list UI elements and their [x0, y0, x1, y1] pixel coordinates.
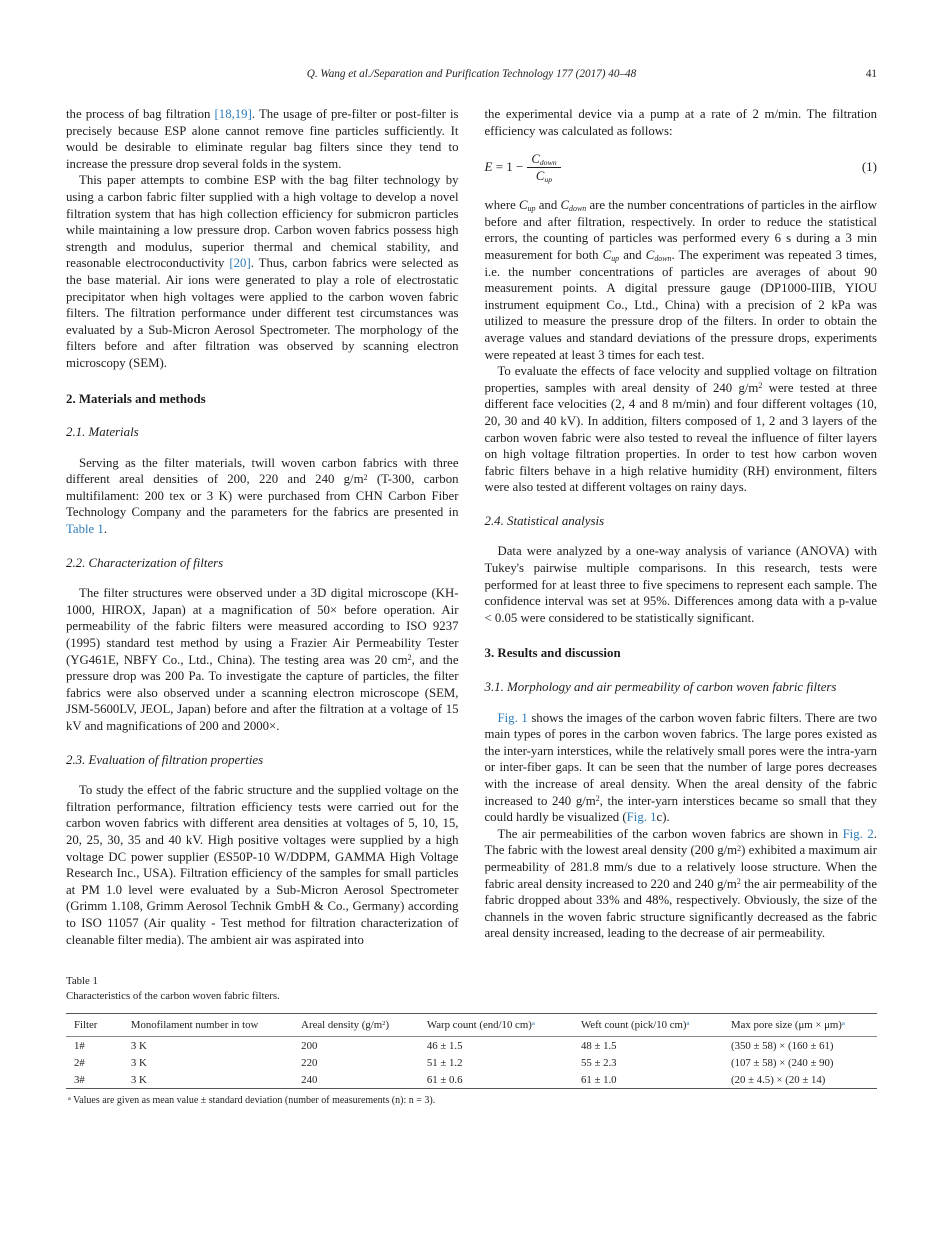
table-cell: (20 ± 4.5) × (20 ± 14) [730, 1073, 826, 1086]
table-row [66, 1071, 877, 1089]
table-cell: 3 K [130, 1073, 147, 1086]
section-heading: 2. Materials and methods [66, 391, 206, 406]
text-run: 2 [363, 472, 368, 482]
text-run: were tested at three different face velocities (2, 4 and 8 m/min) and four different voltages (10, 20, 30 and 40 kV). In addition, filters composed of 1, 2 and 3 layers of the carbon woven fabric were also tested to reveal the influence of filter layers on high voltage filtration properties. In order to test how carbon woven fabric filters behave in a high relative humidity (RH) environment, filters were also tested at different voltages on rainy days. [484, 380, 877, 495]
text-run: where [484, 198, 520, 213]
text-run: To study the effect of the fabric structure and the supplied voltage on the filtration performance, filtration efficiency tests were carried out for the carbon woven fabrics with different area densities at voltages of 5, 10, 15, 20, 25, 30, 35 and 40 kV. High positive voltages were supplied by a high voltage DC power supplier (ES50P-10 W/DDPM, GAMMA High Voltage Research Inc., USA). Filtration efficiency of the samples for small particles at PM 1.0 level were evaluated by a Sub-Micron Aerosol Spectrometer (Grimm 1.108, Grimm Aerosol Technik GmbH & Co., Germany) according to ISO 11057 (Air quality - Test method for filtration characterization of cleanable filter media). The ambient air was aspirated into [66, 783, 459, 947]
text-run: up [544, 175, 553, 185]
text-run: a [68, 1095, 71, 1103]
table-column-header [301, 1014, 427, 1037]
text-run: down [569, 204, 587, 214]
right-column [485, 106, 878, 948]
table-header-row [66, 1014, 877, 1037]
text-run: 2 [382, 1020, 386, 1028]
table-column-header [131, 1014, 301, 1037]
paragraph [66, 455, 459, 538]
text-run: shows the images of the carbon woven fabric filters. There are two main types of pores in the carbon woven fabrics. The large pores existed as the inter-yarn interstices, while the relatively small pores were the intra-yarn or inter-fiber gaps. It can be seen that the number of large pores decreases with the increase of areal density. When the areal density of the fabric increased to 240 g/m [484, 710, 877, 808]
ref-link[interactable]: [20] [229, 256, 251, 271]
table-caption: Characteristics of the carbon woven fabric filters. [66, 990, 280, 1003]
text-run: . The fabric with the lowest areal density (200 g/m [484, 826, 877, 858]
text-run: Data were analyzed by a one-way analysis of variance (ANOVA) with Tukey's pairwise multiple comparisons. In this research, tests were performed for at least three to five specimens to represent each sample. The confidence interval was set at 95%. Differences among data with a p-value < 0.05 were considered to be statistically significant. [484, 544, 877, 625]
table-cell: 48 ± 1.5 [580, 1039, 617, 1052]
ref-link[interactable]: [18,19] [214, 107, 252, 121]
text-run: the process of bag filtration [66, 107, 215, 121]
text-run: C [645, 247, 655, 262]
table-cell: 55 ± 2.3 [580, 1056, 617, 1069]
text-run: 2 [737, 843, 742, 853]
text-run: ) [385, 1019, 390, 1032]
table-cell: (350 ± 58) × (160 ± 61) [730, 1039, 834, 1052]
paragraph [485, 543, 878, 626]
text-run: Values are given as mean value ± standard deviation (number of measurements (n): n = 3). [70, 1095, 436, 1107]
table-column-header [427, 1014, 581, 1037]
text-run: down [654, 253, 672, 263]
text-run: Monofilament number in tow [130, 1019, 259, 1032]
ref-link[interactable]: Fig. 1 [626, 810, 657, 825]
table-label: Table 1 [66, 975, 98, 988]
table-cell: 61 ± 0.6 [426, 1073, 463, 1086]
subsection-heading: 2.3. Evaluation of filtration properties [66, 752, 264, 767]
text-run: Serving as the filter materials, twill woven carbon fabrics with three different areal densities of 200, 220 and 240 g/m [66, 455, 459, 487]
paragraph [66, 782, 459, 948]
text-run: To evaluate the effects of face velocity and supplied voltage on filtration properties, samples with areal density of 240 g/m [484, 364, 877, 395]
paragraph [485, 106, 878, 139]
text-run: and [619, 247, 646, 262]
text-run: This paper attempts to combine ESP with the bag filter technology by using a carbon fabric filter supplied with a high voltage to develop a novel filtration system that has high collection efficiency for submicron particles while maintaining a low pressure drop. Carbon woven fabrics possess high strength and modulus, superior thermal and chemical stability, and reasonable electroconductivity [66, 173, 459, 271]
table-row [66, 1054, 877, 1071]
table-column-header [66, 1014, 131, 1037]
table-cell: 2# [74, 1056, 85, 1069]
subsection-heading: 2.4. Statistical analysis [484, 513, 605, 528]
text-run: Weft count (pick/10 cm) [580, 1019, 687, 1032]
subsection-heading: 3.1. Morphology and air permeability of carbon woven fabric filters [484, 680, 837, 695]
table-1-section [66, 975, 877, 1106]
table-cell: 200 [301, 1039, 318, 1052]
table-cell: (107 ± 58) × (240 ± 90) [730, 1056, 834, 1069]
running-title: Q. Wang et al./Separation and Purification Technology 177 (2017) 40–48 [306, 68, 637, 80]
paragraph [485, 710, 878, 826]
table-column-header [581, 1014, 731, 1037]
table-cell: 46 ± 1.5 [426, 1039, 463, 1052]
text-run: The air permeabilities of the carbon woven fabrics are shown in [497, 826, 843, 841]
table-cell: 3 K [130, 1039, 147, 1052]
ref-link[interactable]: Fig. 2 [842, 826, 874, 841]
text-run: are the number concentrations of particles in the airflow before and after filtration, respectively. In order to reduce the statistical errors, the counting of particles was performed every 6 s during a 3 min measurement for both [484, 198, 877, 262]
text-run: C [560, 198, 570, 213]
fraction [527, 152, 560, 183]
paragraph [66, 585, 459, 734]
text-run: . The usage of pre-filter or post-filter is precisely because ESP alone cannot remove fine particles sufficiently. It would be desirable to eliminate regular bag filters since they tend to increase the pressure drop several folds in the system. [66, 107, 459, 171]
table-cell: 3# [74, 1073, 85, 1086]
footnote-marker-link[interactable]: a [841, 1020, 845, 1028]
paragraph [66, 172, 459, 371]
running-header [66, 68, 877, 83]
text-run: the air permeability of the fabric dropped about 33% and 48%, respectively. Obviously, the size of the channels in the woven fabric structure significantly decreased as the fabric areal density increased, leading to the decrease of air permeability. [484, 876, 878, 941]
section-heading: 3. Results and discussion [484, 646, 621, 661]
text-run: 2 [736, 877, 741, 886]
text-run: C [602, 247, 612, 262]
two-column-body [66, 106, 877, 948]
table-1 [66, 1013, 877, 1089]
text-run: C [535, 169, 545, 184]
text-run: 2 [407, 653, 412, 663]
subsection-heading: 2.2. Characterization of filters [66, 555, 224, 570]
text-run: Filter [74, 1019, 98, 1032]
text-run: , and the pressure drop was 200 Pa. To investigate the capture of particles, the filter fabrics were also observed under a scanning electron microscope (SEM, JSM-5600LV, JEOL, Japan) before and after the filtration at a voltage of 15 kV and magnifications of 200 and 2000×. [66, 652, 459, 733]
text-run: = 1 − [492, 159, 524, 175]
paragraph [485, 197, 878, 363]
ref-link[interactable]: Fig. 1 [497, 710, 528, 725]
text-run: up [611, 253, 620, 263]
equation-number: (1) [861, 159, 877, 175]
text-run: (T-300, carbon multifilament: 200 tex or 3 K) were purchased from CHN Carbon Fiber Technology Company and the parameters for the fabrics are presented in [66, 472, 459, 520]
text-run: Areal density (g/m [301, 1019, 383, 1032]
left-column [66, 106, 459, 948]
table-cell: 1# [74, 1039, 85, 1052]
paragraph [485, 363, 878, 496]
text-run: down [539, 158, 557, 168]
text-run: 2 [758, 381, 763, 391]
table-footnote [66, 1095, 877, 1106]
text-run: Max pore size (μm × μm) [730, 1019, 842, 1032]
equation-lhs [485, 159, 524, 176]
table-column-header [731, 1014, 877, 1037]
paragraph [66, 106, 459, 172]
fraction-denominator [536, 168, 552, 183]
text-run: ) exhibited a maximum air permeability of 281.8 mm/s due to a relatively loose structure. When the fabric areal density increased to 220 and 240 g/m [484, 843, 877, 891]
footnote-marker-link[interactable]: a [686, 1020, 690, 1028]
ref-link[interactable]: Table 1 [66, 522, 104, 537]
text-run: C [519, 198, 528, 213]
table-cell: 3 K [130, 1056, 147, 1069]
table-cell: 240 [301, 1073, 318, 1086]
text-run: C [531, 152, 540, 167]
fraction-numerator [527, 152, 560, 168]
footnote-marker-link[interactable]: a [531, 1020, 535, 1028]
paragraph [485, 826, 878, 942]
equation-1 [485, 152, 878, 183]
text-run: , the inter-yarn interstices became so small that they could hardly be visualized ( [484, 793, 878, 825]
text-run: . [103, 522, 108, 537]
text-run: and [535, 198, 561, 213]
text-run: c). [656, 810, 670, 825]
text-run: 2 [595, 794, 600, 804]
text-run: . The experiment was repeated 3 times, i.e. the number concentrations of particles are averages of about 90 measurement points. A digital pressure gauge (DP1000-IIIB, YIOU instrument equipment Co., Ltd., China) with a precision of 2 kPa was utilized to measure the pressure drop of the filters. In order to obtain the average values and standard deviations of the pressure drops, experiments were repeated at least 3 times for each test. [484, 247, 877, 362]
text-run: . Thus, carbon fabrics were selected as the base material. Air ions were generated to play a role of electrostatic precipitator when high voltages were applied to the carbon woven fabric filters. The filtration performance under different test circumstances was evaluated by a Sub-Micron Aerosol Spectrometer. The morphology of the filters before and after filtration was observed by scanning electron microscopy (SEM). [66, 256, 459, 370]
text-run: up [527, 204, 536, 214]
text-run: The filter structures were observed under a 3D digital microscope (KH-1000, HIROX, Japan) at a magnification of 50× before operation. Air permeability of the fabric filters were measured according to ISO 9237 (1995) standard test method by using a Frazier Air Permeability Tester (YG461E, NBFY Co., Ltd., China). The testing area was 20 cm [66, 586, 459, 667]
text-run: E [484, 159, 493, 175]
subsection-heading: 2.1. Materials [66, 425, 139, 440]
text-run: the experimental device via a pump at a rate of 2 m/min. The filtration efficiency was calculated as follows: [484, 107, 877, 138]
page-number: 41 [865, 68, 877, 80]
table-cell: 61 ± 1.0 [580, 1073, 617, 1086]
table-cell: 220 [301, 1056, 318, 1069]
text-run: Warp count (end/10 cm) [426, 1019, 532, 1032]
table-row [66, 1037, 877, 1055]
table-cell: 51 ± 1.2 [426, 1056, 463, 1069]
